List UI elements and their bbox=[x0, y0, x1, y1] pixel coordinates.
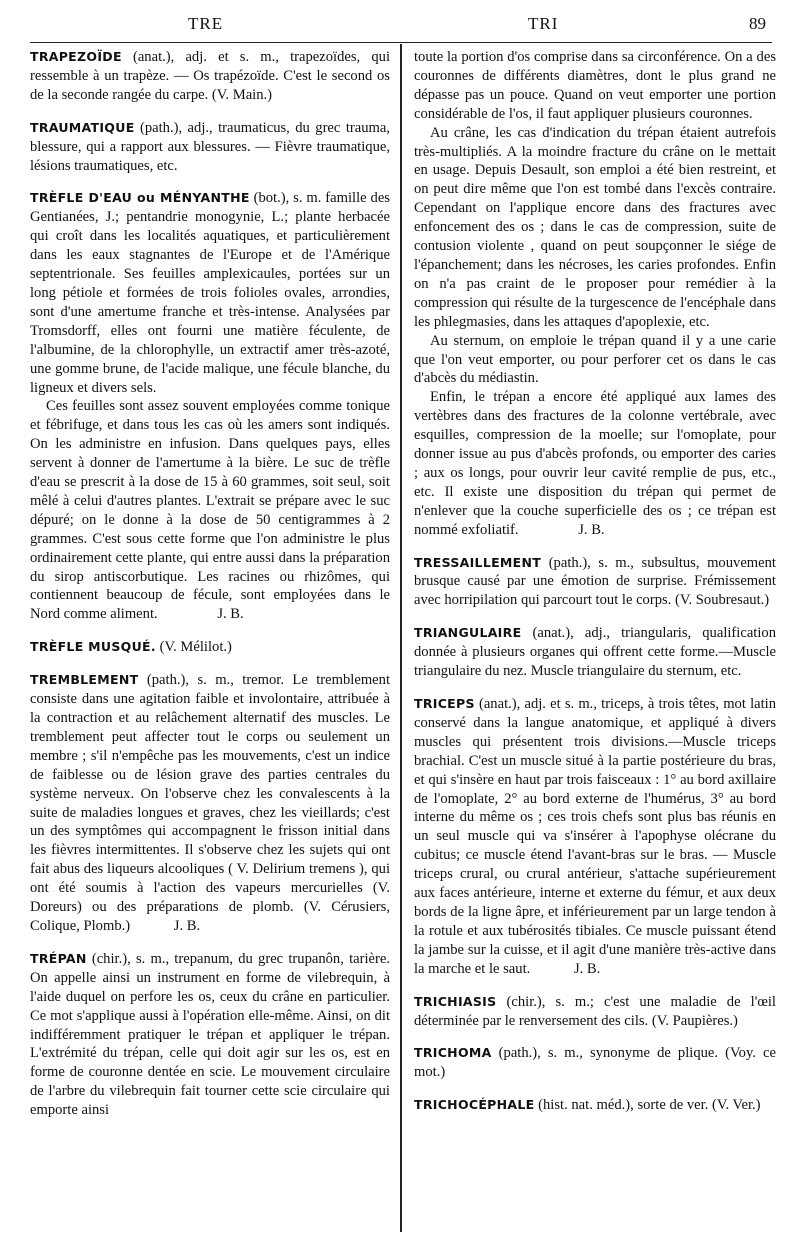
entry-paragraph bbox=[414, 388, 776, 539]
headword: TRESSAILLEMENT bbox=[414, 554, 542, 570]
definition: (chir.), s. m., trepanum, du grec trupanôn, tarière. On appelle ainsi un instrument en forme de vilebrequin, à l'aide duquel on perfore les os, ceux du crâne en particulier. Ce mot s'applique aussi à l'opération elle-même. Ainsi, on dit indifféremment pratiquer le trépan et appliquer le trépan. L'extrémité du trépan, celle qui doit agir sur les os, est en forme de couronne dentée en scie. Le mouvement circulaire de l'arbre du vilebrequin fait tourner cette scie circulaire qui emporte ainsi bbox=[30, 950, 390, 1119]
entry-trichoma bbox=[414, 1044, 776, 1082]
headword: TRÈFLE D'EAU ou MÉNYANTHE bbox=[30, 190, 250, 206]
page-number: 89 bbox=[749, 14, 766, 33]
definition-continued: Au sternum, on emploie le trépan quand il y a une carie que l'on veut emporter, ou pour perforer cet os dans le cas d'abcès du médiastin. bbox=[414, 332, 776, 387]
running-header bbox=[0, 14, 800, 38]
definition: (V. Mélilot.) bbox=[159, 639, 232, 656]
entry-paragraph bbox=[414, 124, 776, 332]
definition: (hist. nat. méd.), sorte de ver. (V. Ver.) bbox=[538, 1097, 761, 1114]
definition-continued: Au crâne, les cas d'indication du trépan étaient autrefois très-multipliés. A la moindre fracture du crâne on le mettait en usage. Depuis Desault, son emploi a été bien restreint, et on peut dire même que l'on est tombé dans l'excès contraire. Cependant on l'applique encore dans des fractures avec enfoncement des os ; dans le cas de compression, suite de contusion violente , quand on peut soupçonner le siége de l'épanchement; dans les nécroses, les caries profondes. Enfin on n'a pas craint de le proposer pour remédier à la compression qui résulte de la turgescence de l'encéphale dans les phlegmasies, dans les attaques d'apoplexie, etc. bbox=[414, 124, 776, 330]
headword: TRICHIASIS bbox=[414, 993, 497, 1009]
definition-continued: Ces feuilles sont assez souvent employées comme tonique et fébrifuge, et dans tous les cas où les amers sont indiqués. On les administre en infusion. Dans quelques pays, elles servent à donner de l'amertume à la bière. Le suc de trèfle d'eau se prescrit à la dose de 15 à 60 grammes, soit seul, soit mêlé à celui d'autres plantes. L'extrait se prépare avec le suc dépuré; on le donne à la dose de 50 centigrammes à 2 grammes. C'est sous cette forme que l'on administre le plus ordinairement cette plante, qui entre aussi dans la préparation du sirop antiscorbutique. Les racines ou rhizômes, qui contiennent beaucoup de fécule, sont employées dans le Nord comme aliment. bbox=[30, 398, 390, 623]
definition: (anat.), adj. et s. m., triceps, à trois têtes, mot latin conservé dans la langue anatomique, et appliqué à divers muscles qui présentent trois divisions.—Muscle triceps brachial. C'est un muscle situé à la partie postérieure du bras, et qui s'insère en haut par trois faisceaux : 1° au bord axillaire de l'omoplate, 2° au bord externe de l'humérus, 3° au bord interne du même os ; ces trois chefs sont plus bas réunis en un seul muscle qui va s'insérer à l'apophyse olécrane du cubitus; ce muscle étend l'avant-bras sur le bras. — Muscle triceps crural, ou crural antérieur, s'attache supérieurement aux faces antérieure, interne et externe du fémur, et aux deux bords de la ligne âpre, et inférieurement par un large tendon à la rotule et aux tubérosités tibiales. Ce muscle puissant étend la jambe sur la cuisse, et il agit d'une manière très-active dans la marche et le saut. bbox=[414, 696, 777, 977]
entry-trepan-continued bbox=[414, 48, 776, 124]
author-signature: J. B. bbox=[217, 606, 244, 623]
entry-trapezoide bbox=[30, 48, 390, 105]
headword: TRAUMATIQUE bbox=[30, 119, 135, 135]
entry-trefle-eau bbox=[30, 189, 390, 397]
entry-tressaillement bbox=[414, 554, 776, 611]
headword: TRIANGULAIRE bbox=[414, 625, 522, 641]
headword: TREMBLEMENT bbox=[30, 672, 139, 688]
headword: TRÈFLE MUSQUÉ. bbox=[30, 639, 156, 655]
author-signature: J. B. bbox=[578, 521, 605, 538]
headword: TRICHOMA bbox=[414, 1045, 492, 1061]
author-signature: J. B. bbox=[573, 960, 601, 977]
header-left-guide: TRE bbox=[188, 14, 224, 33]
entry-trichiasis bbox=[414, 993, 776, 1031]
entry-trepan bbox=[30, 950, 390, 1120]
definition: (anat.), adj. et s. m., trapezoïdes, qui ressemble à un trapèze. — Os trapézoïde. C'est le second os de la seconde rangée du carpe. (V. Main.) bbox=[30, 49, 390, 103]
entry-triceps bbox=[414, 695, 776, 979]
entry-paragraph bbox=[30, 397, 390, 624]
headword: TRICEPS bbox=[414, 696, 475, 711]
definition: (anat.), adj., triangularis, qualification donnée à plusieurs organes qui offrent cette forme.—Muscle triangulaire du nez. Muscle triangulaire du sternum, etc. bbox=[414, 625, 776, 680]
definition: (path.), s. m., synonyme de plique. (Voy. ce mot.) bbox=[414, 1045, 776, 1081]
left-column bbox=[30, 48, 390, 1120]
definition: (path.), adj., traumaticus, du grec trauma, blessure, qui a rapport aux blessures. — Fièvre traumatique, lésions traumatiques, etc. bbox=[30, 119, 390, 174]
definition: (path.), s. m., tremor. Le tremblement consiste dans une agitation faible et involontaire, attribuée à la contraction et au relâchement alternatif des muscles. Le tremblement peut affecter tout le corps ou seulement un membre ; s'il n'empêche pas les mouvements, c'est un indice de faiblesse ou de lésion grave des parties centrales du système nerveux. On l'observe chez les convalescents à la suite de maladies longues et graves, chez les vieillards; c'est un des symptômes qui accompagnent le frisson initial dans les fièvres intermittentes. Il s'observe chez les sujets qui ont fait abus des liqueurs alcooliques ( V. Delirium tremens ), qui ont été soumis à l'action des vapeurs mercurielles (V. Doreurs) ou des préparations de plomb. (V. Cérusiers, Colique, Plomb.) bbox=[30, 672, 391, 934]
author-signature: J. B. bbox=[173, 917, 201, 934]
definition-continued: Enfin, le trépan a encore été appliqué aux lames des vertèbres dans des fractures de la colonne vertébrale, avec esquilles, compression de la moelle; sur l'omoplate, pour donner issue au pus d'abcès profonds, ou emporter des caries ; aux os longs, pour ouvrir leur cavité remplie de pus, etc., etc. Il existe une disposition du trépan qui permet de n'enlever que la couche superficielle des os ; ce trépan est nommé exfoliatif. bbox=[414, 389, 776, 538]
entry-tremblement bbox=[30, 671, 390, 936]
entry-trefle-musque bbox=[30, 638, 390, 657]
headword: TRÉPAN bbox=[30, 950, 87, 966]
headword: TRICHOCÉPHALE bbox=[414, 1097, 535, 1113]
definition: (path.), s. m., subsultus, mouvement brusque causé par une émotion de surprise. Frémissement avec horripilation qui parcourt tout le corps. (V. Soubresaut.) bbox=[414, 554, 776, 609]
header-rule bbox=[30, 42, 772, 43]
entry-traumatique bbox=[30, 119, 390, 176]
right-column bbox=[414, 48, 776, 1115]
definition: (bot.), s. m. famille des Gentianées, J.; pentandrie monogynie, L.; plante herbacée qui croît dans les localités aquatiques, et particulièrement dans les eaux stagnantes de l'Europe et de l'Amérique septentrionale. Ses feuilles amplexicaules, portées sur un long pétiole et formées de trois folioles ovales, arrondies, sont d'une amertume franche et très-intense. Analysées par Tromsdorff, elles ont fourni une matière féculente, de l'albumine, de la chlorophylle, un extractif amer très-azoté, une gomme brune, de l'acide malique, une fécule blanche, du ligneux et divers sels. bbox=[30, 190, 390, 396]
definition: (chir.), s. m.; c'est une maladie de l'œil déterminée par le renversement des cils. (V. Paupières.) bbox=[414, 993, 776, 1029]
header-right-guide: TRI bbox=[528, 14, 559, 33]
headword: TRAPEZOÏDE bbox=[30, 49, 122, 64]
definition-continued: toute la portion d'os comprise dans sa circonférence. On a des couronnes de différents diamètres, dont le plus grand ne dépasse pas un pouce. Quand on veut emporter une portion considérable de l'os, il faut appliquer plusieurs couronnes. bbox=[414, 49, 776, 122]
entry-trichocephale bbox=[414, 1096, 776, 1115]
entry-paragraph bbox=[414, 332, 776, 389]
entry-triangulaire bbox=[414, 624, 776, 681]
column-divider bbox=[400, 44, 402, 1232]
